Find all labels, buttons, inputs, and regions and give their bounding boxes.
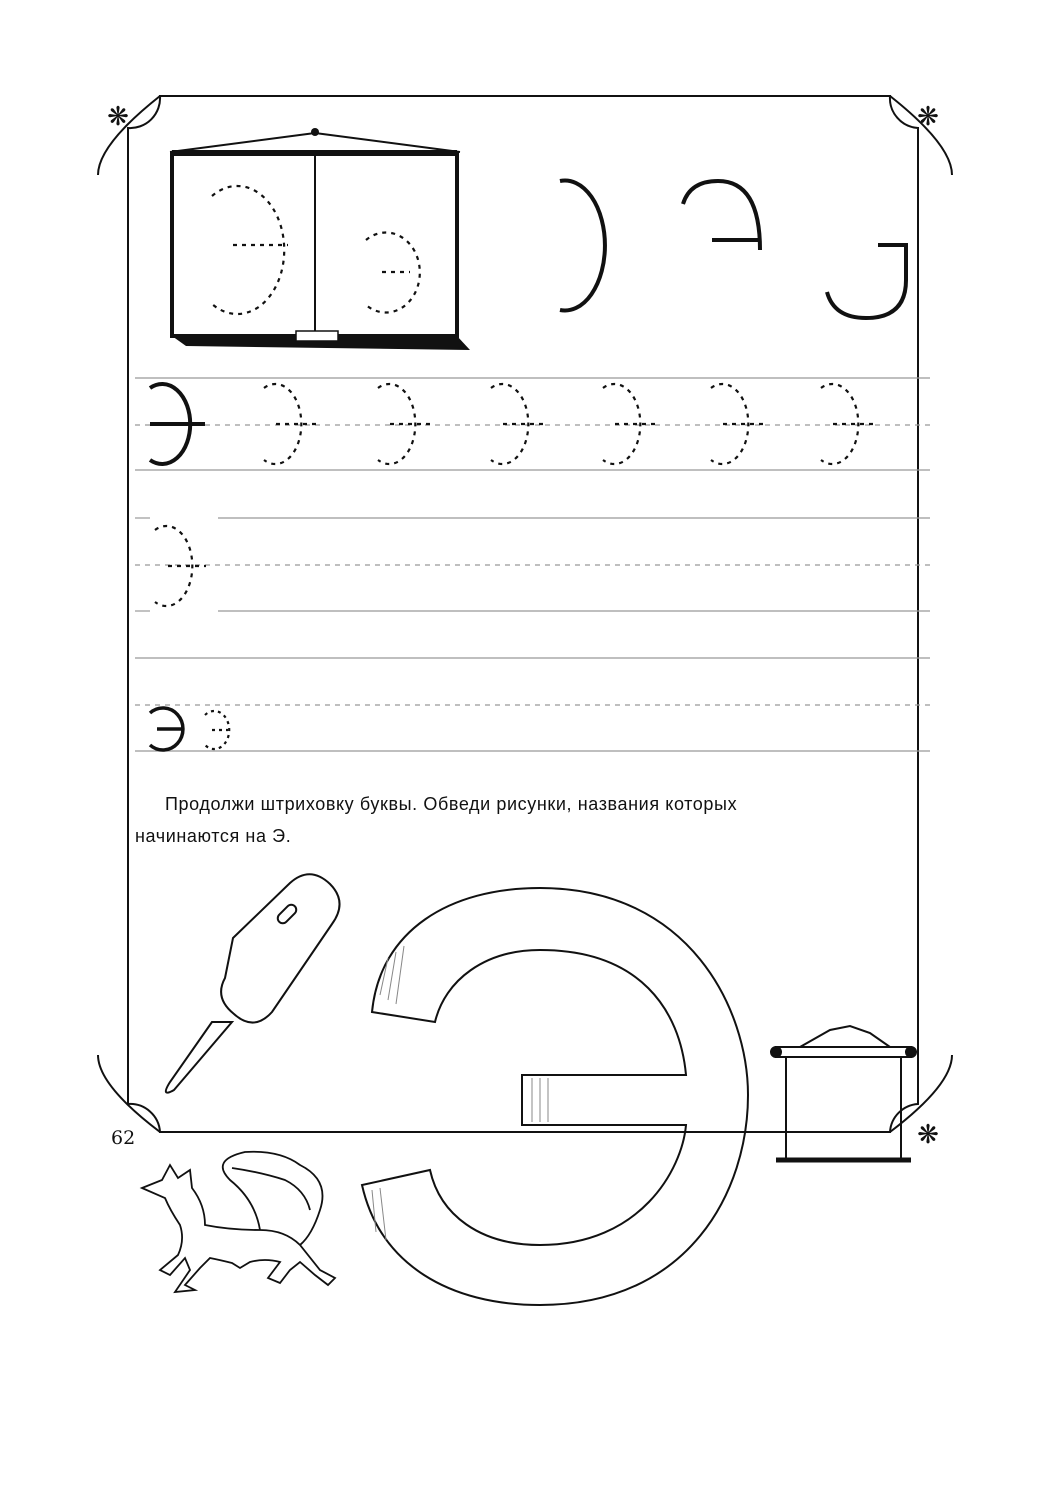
ice-cream-icon (166, 874, 340, 1092)
instruction-text (135, 788, 880, 852)
instruction-line-2: начинаются на Э. (135, 826, 292, 846)
guidelines-row-3 (135, 658, 930, 751)
guidelines-row-2 (135, 518, 930, 611)
sun-ornament-icon: ❋ (107, 102, 129, 132)
tracing-letters-row-2 (155, 526, 206, 606)
stroke-element-hook-bottom (827, 245, 906, 318)
tracing-letters-row-1 (150, 384, 873, 464)
hatching-letter-outline (362, 888, 748, 1305)
fox-icon (142, 1152, 335, 1292)
stroke-element-arc (560, 181, 605, 311)
sun-ornament-icon: ❋ (917, 102, 939, 132)
sun-ornament-icon: ❋ (917, 1120, 939, 1150)
projection-screen-icon (771, 1026, 916, 1160)
tracing-letters-row-3 (150, 708, 229, 750)
page-number: 62 (111, 1127, 136, 1149)
balance-scale (170, 128, 470, 350)
instruction-line-1: Продолжи штриховку буквы. Обведи рисунки, названия которых (165, 794, 738, 814)
